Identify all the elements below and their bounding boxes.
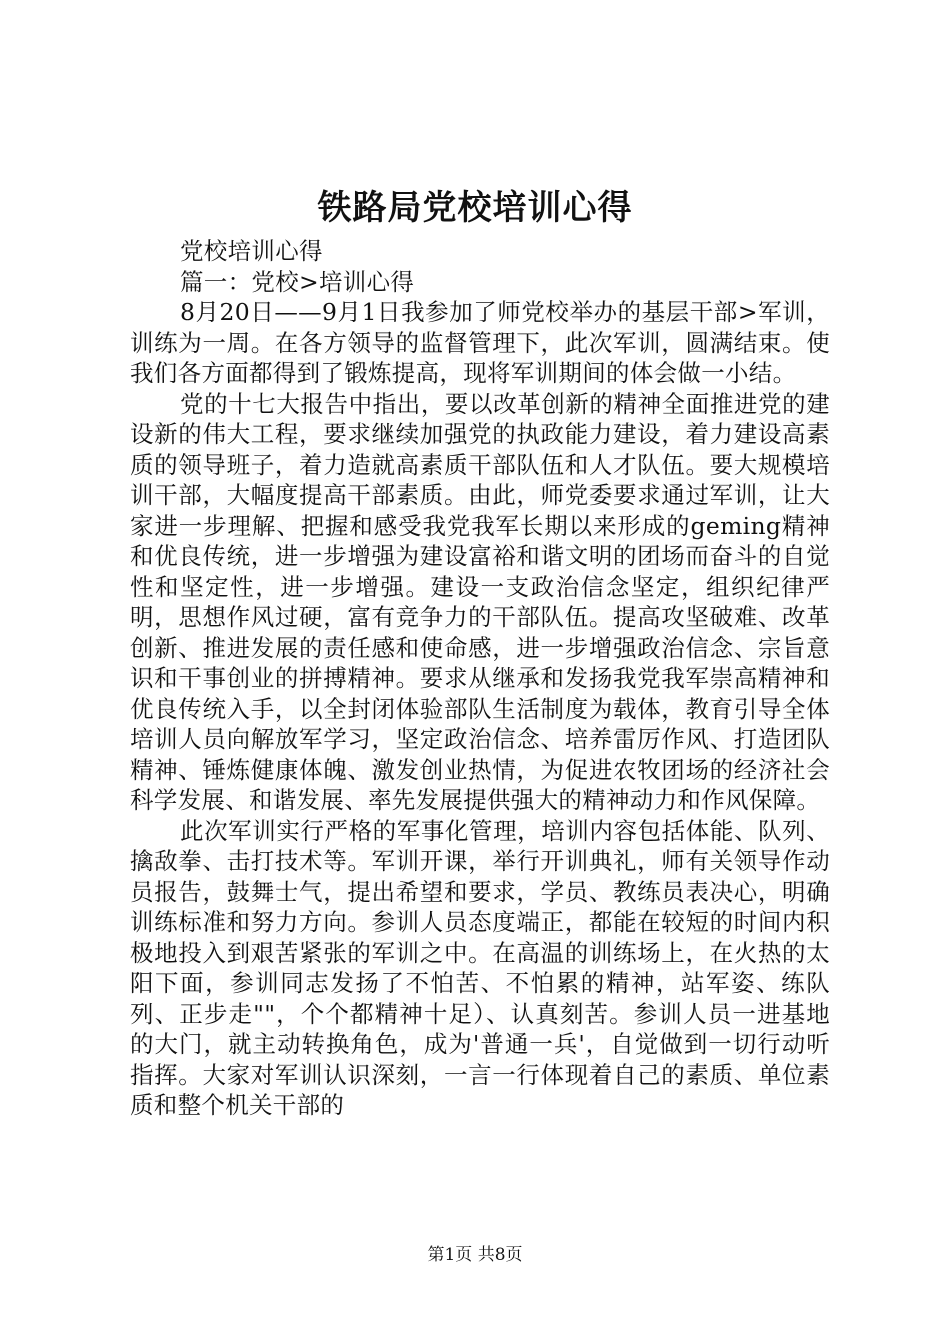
page-number-footer: 第1页 共8页 [427,1245,523,1265]
paragraph-2: 党的十七大报告中指出，要以改革创新的精神全面推进党的建设新的伟大工程，要求继续加强党的执政能力建设，着力建设高素质的领导班子，着力造就高素质干部队伍和人才队伍。要大规模培训干部，大幅度提高干部素质。由此，师党委要求通过军训，让大家进一步理解、把握和感受我党我军长期以来形成的geming精神和优良传统，进一步增强为建设富裕和谐文明的团场而奋斗的自觉性和坚定性，进一步增强。建设一支政治信念坚定，组织纪律严明，思想作风过硬，富有竞争力的干部队伍。提高攻坚破难、改革创新、推进发展的责任感和使命感，进一步增强政治信念、宗旨意识和干事创业的拼搏精神。要求从继承和发扬我党我军崇高精神和优良传统入手，以全封闭体验部队生活制度为载体，教育引导全体培训人员向解放军学习，坚定政治信念、培养雷厉作风、打造团队精神、锤炼健康体魄、激发创业热情，为促进农牧团场的经济社会科学发展、和谐发展、率先发展提供强大的精神动力和作风保障。 [130,389,830,814]
paragraph-section-heading: 篇一：党校>培训心得 [180,267,415,296]
paragraph-1: 8月20日——9月1日我参加了师党校举办的基层干部>军训，训练为一周。在各方领导的监督管理下，此次军训，圆满结束。使我们各方面都得到了锻炼提高，现将军训期间的体会做一小结。 [130,298,830,387]
paragraph-subtitle: 党校培训心得 [180,237,323,265]
document-body [130,236,830,1121]
document-title: 铁路局党校培训心得 [317,188,633,228]
paragraph-3: 此次军训实行严格的军事化管理，培训内容包括体能、队列、擒敌拳、击打技术等。军训开课，举行开训典礼，师有关领导作动员报告，鼓舞士气，提出希望和要求，学员、教练员表决心，明确训练标准和努力方向。参训人员态度端正，都能在较短的时间内积极地投入到艰苦紧张的军训之中。在高温的训练场上，在火热的太阳下面，参训同志发扬了不怕苦、不怕累的精神，站军姿、练队列、正步走""，个个都精神十足）、认真刻苦。参训人员一进基地的大门，就主动转换角色，成为'普通一兵'，自觉做到一切行动听指挥。大家对军训认识深刻，一言一行体现着自己的素质、单位素质和整个机关干部的 [130,816,830,1119]
